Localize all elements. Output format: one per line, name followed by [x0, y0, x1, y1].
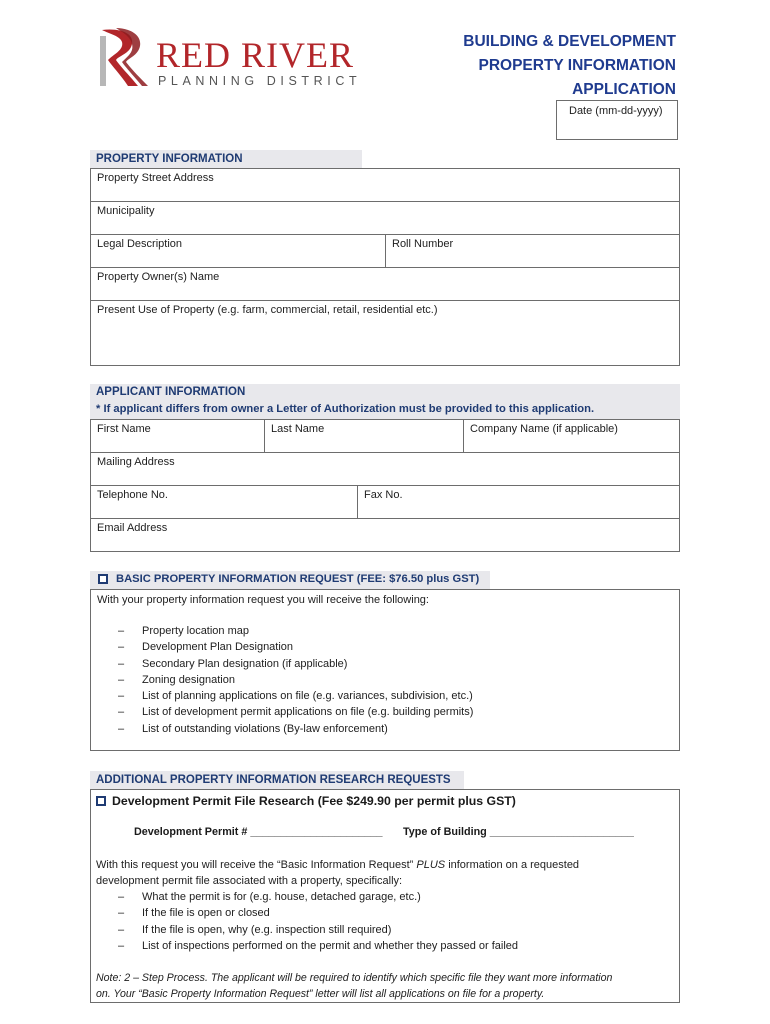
- mailing-address-field[interactable]: [90, 452, 680, 486]
- legal-description-field[interactable]: [90, 234, 386, 268]
- first-name-label: First Name: [97, 423, 151, 435]
- dp-description: With this request you will receive the “Basic Information Request” PLUS information on a requested development permit file associated with a property, specifically:: [96, 859, 580, 887]
- fax-field[interactable]: [357, 485, 680, 519]
- property-street-address-field[interactable]: [90, 168, 680, 202]
- telephone-field[interactable]: [90, 485, 358, 519]
- municipality-field[interactable]: [90, 201, 680, 235]
- applicant-section-heading: APPLICANT INFORMATION: [96, 386, 246, 398]
- date-field[interactable]: [556, 100, 678, 140]
- property-street-address-label: Property Street Address: [97, 172, 214, 184]
- two-step-note: Note: 2 – Step Process. The applicant will be required to identify which specific file they want more information on. Your “Basic Property Information Request” letter will list all applications on file for a property.: [96, 972, 613, 1000]
- basic-request-checkbox[interactable]: [98, 574, 108, 584]
- company-name-field[interactable]: [463, 419, 680, 453]
- applicant-section-heading-block: [90, 384, 680, 420]
- email-address-label: Email Address: [97, 522, 168, 534]
- mailing-address-label: Mailing Address: [97, 456, 175, 468]
- logo-mark-icon: [98, 26, 154, 90]
- form-title-line-3: APPLICATION: [572, 81, 676, 98]
- roll-number-field[interactable]: [385, 234, 680, 268]
- dp-research-row: [96, 792, 516, 810]
- first-name-field[interactable]: [90, 419, 265, 453]
- logo-sub-text: PLANNING DISTRICT: [158, 74, 362, 88]
- logo-main-text: RED RIVER: [156, 35, 354, 75]
- property-owner-label: Property Owner(s) Name: [97, 271, 220, 283]
- telephone-label: Telephone No.: [97, 489, 168, 501]
- basic-request-heading-row: [90, 571, 490, 589]
- present-use-field[interactable]: [90, 300, 680, 366]
- date-label: Date (mm-dd-yyyy): [569, 105, 663, 117]
- present-use-label: Present Use of Property (e.g. farm, commercial, retail, residential etc.): [97, 304, 438, 316]
- building-type-field[interactable]: Type of Building ________________________: [403, 826, 634, 838]
- dp-number-field[interactable]: Development Permit # ______________________: [134, 826, 383, 838]
- property-owner-field[interactable]: [90, 267, 680, 301]
- form-title-line-1: BUILDING & DEVELOPMENT: [463, 33, 676, 50]
- logo: [98, 26, 378, 92]
- basic-request-heading: BASIC PROPERTY INFORMATION REQUEST (FEE: $76.50 plus GST): [116, 573, 480, 585]
- fax-label: Fax No.: [364, 489, 403, 501]
- dp-research-title: Development Permit File Research (Fee $249.90 per permit plus GST): [112, 794, 516, 808]
- basic-request-intro: With your property information request you will receive the following:: [97, 594, 429, 606]
- authorization-note: * If applicant differs from owner a Letter of Authorization must be provided to this application.: [96, 403, 595, 415]
- roll-number-label: Roll Number: [392, 238, 454, 250]
- municipality-label: Municipality: [97, 205, 155, 217]
- dp-research-checkbox[interactable]: [96, 796, 106, 806]
- email-address-field[interactable]: [90, 518, 680, 552]
- additional-requests-heading: ADDITIONAL PROPERTY INFORMATION RESEARCH REQUESTS: [90, 771, 464, 789]
- property-section-heading: PROPERTY INFORMATION: [90, 150, 362, 168]
- last-name-field[interactable]: [264, 419, 464, 453]
- form-title-line-2: PROPERTY INFORMATION: [478, 57, 676, 74]
- company-name-label: Company Name (if applicable): [470, 423, 618, 435]
- last-name-label: Last Name: [271, 423, 325, 435]
- legal-description-label: Legal Description: [97, 238, 182, 250]
